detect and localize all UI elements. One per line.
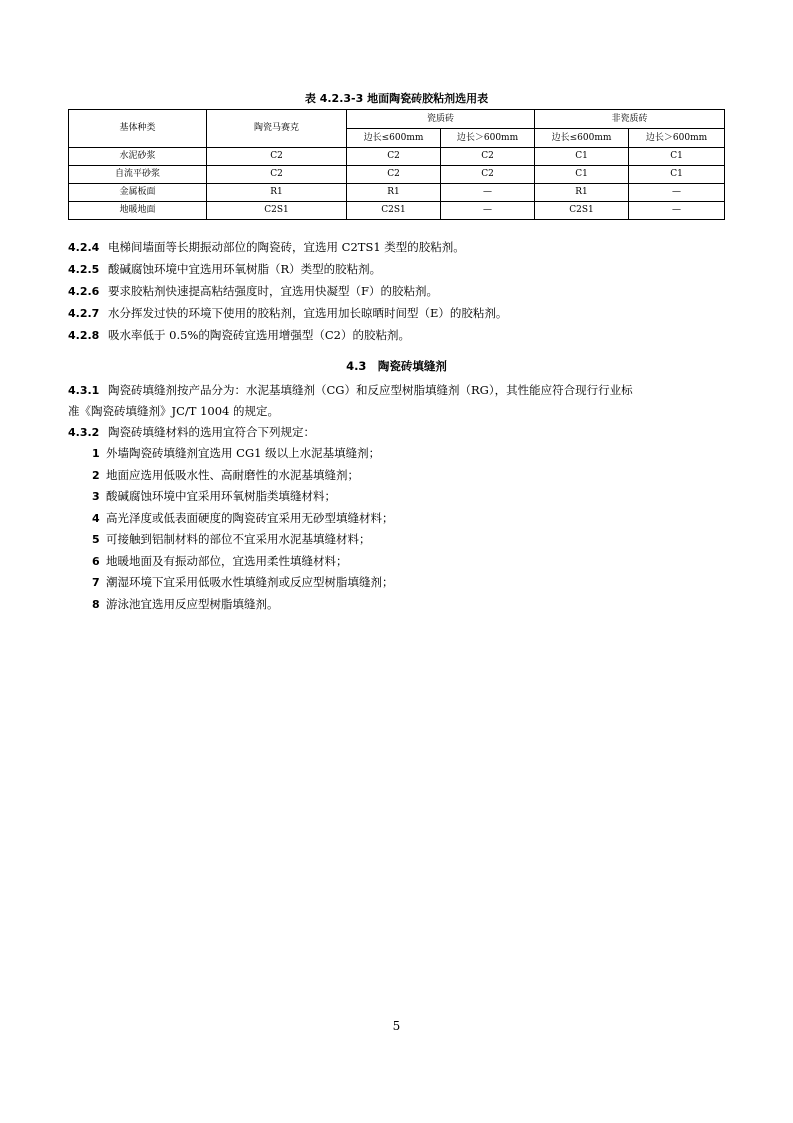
table-cell: 金属板面 [69, 184, 207, 202]
table-cell: C1 [535, 166, 629, 184]
item-number: 5 [92, 533, 100, 546]
header-non-porcelain: 非瓷质砖 [535, 110, 725, 129]
table-cell: C2 [441, 148, 535, 166]
clause-text: 酸碱腐蚀环境中宜选用环氧树脂（R）类型的胶粘剂。 [108, 262, 382, 276]
page-number: 5 [392, 1019, 401, 1033]
requirement-list [68, 443, 724, 615]
list-item [68, 572, 724, 594]
header-sub: 边长≤600mm [535, 129, 629, 148]
clause-number: 4.3.2 [68, 426, 100, 439]
clause [68, 326, 728, 348]
table-cell: 水泥砂浆 [69, 148, 207, 166]
clause [68, 260, 728, 282]
table-row [69, 166, 725, 184]
section-4-3-body [68, 380, 724, 615]
table-cell: C2 [347, 148, 441, 166]
table-cell: C2 [207, 166, 347, 184]
table-title: 表 4.2.3-3 地面陶瓷砖胶粘剂选用表 [304, 92, 489, 105]
item-number: 1 [92, 447, 100, 460]
clause-text: 陶瓷砖填缝材料的选用宜符合下列规定： [108, 425, 315, 439]
table-row [69, 202, 725, 220]
item-text: 地暖地面及有振动部位，宜选用柔性填缝材料； [106, 553, 348, 568]
table-cell: — [441, 184, 535, 202]
clause-text: 水分挥发过快的环境下使用的胶粘剂，宜选用加长晾晒时间型（E）的胶粘剂。 [108, 306, 508, 320]
clause-number: 4.2.7 [68, 307, 100, 320]
clause-4-3-2 [68, 422, 724, 443]
item-text: 潮湿环境下宜采用低吸水性填缝剂或反应型树脂填缝剂； [106, 575, 394, 589]
clause [68, 304, 728, 326]
table-cell: C1 [629, 166, 725, 184]
clause-number: 4.2.6 [68, 285, 100, 298]
clause-text: 要求胶粘剂快速提高粘结强度时，宜选用快凝型（F）的胶粘剂。 [108, 284, 438, 298]
table-cell: C1 [535, 148, 629, 166]
item-text: 外墙陶瓷砖填缝剂宜选用 CG1 级以上水泥基填缝剂； [106, 446, 381, 460]
item-number: 7 [92, 576, 100, 589]
clauses-4-2 [68, 238, 728, 348]
clause [68, 282, 728, 304]
table-cell: — [629, 202, 725, 220]
table-row [69, 184, 725, 202]
table-cell: — [441, 202, 535, 220]
table-cell: C2S1 [207, 202, 347, 220]
item-text: 高光泽度或低表面硬度的陶瓷砖宜采用无砂型填缝材料； [106, 510, 394, 525]
list-item [68, 551, 724, 573]
list-item [68, 529, 724, 551]
list-item [68, 508, 724, 530]
table-cell: R1 [535, 184, 629, 202]
header-porcelain: 瓷质砖 [347, 110, 535, 129]
item-text: 可接触到铝制材料的部位不宜采用水泥基填缝材料； [106, 532, 371, 546]
table-row [69, 148, 725, 166]
list-item [68, 594, 724, 616]
clause-4-3-1 [68, 380, 724, 422]
table-cell: — [629, 184, 725, 202]
clause-number: 4.2.8 [68, 329, 100, 342]
item-text: 地面应选用低吸水性、高耐磨性的水泥基填缝剂； [106, 467, 359, 482]
list-item [68, 486, 724, 508]
header-base-type: 基体种类 [69, 110, 207, 148]
adhesive-selection-table [68, 109, 725, 220]
item-text: 酸碱腐蚀环境中宜采用环氧树脂类填缝材料； [106, 489, 336, 503]
header-mosaic: 陶瓷马赛克 [207, 110, 347, 148]
list-item [68, 465, 724, 487]
item-text: 游泳池宜选用反应型树脂填缝剂。 [106, 596, 279, 611]
clause [68, 238, 728, 260]
table-cell: R1 [207, 184, 347, 202]
item-number: 8 [92, 597, 100, 611]
header-sub: 边长＞600mm [629, 129, 725, 148]
clause-text: 吸水率低于 0.5%的陶瓷砖宜选用增强型（C2）的胶粘剂。 [108, 328, 410, 342]
table-cell: C2S1 [535, 202, 629, 220]
item-number: 6 [92, 554, 100, 568]
header-sub: 边长＞600mm [441, 129, 535, 148]
table-cell: R1 [347, 184, 441, 202]
table-cell: 地暖地面 [69, 202, 207, 220]
clause-text: 电梯间墙面等长期振动部位的陶瓷砖，宜选用 C2TS1 类型的胶粘剂。 [108, 240, 465, 254]
table-cell: 自流平砂浆 [69, 166, 207, 184]
table-cell: C2 [347, 166, 441, 184]
section-heading: 4.3 陶瓷砖填缝剂 [346, 359, 447, 373]
item-number: 4 [92, 511, 100, 525]
list-item [68, 443, 724, 465]
clause-number: 4.3.1 [68, 384, 100, 397]
clause-number: 4.2.5 [68, 263, 100, 276]
table-cell: C2 [441, 166, 535, 184]
clause-text: 陶瓷砖填缝剂按产品分为：水泥基填缝剂（CG）和反应型树脂填缝剂（RG），其性能应符合现行行业标 [108, 383, 633, 397]
item-number: 2 [92, 468, 100, 482]
table-cell: C1 [629, 148, 725, 166]
table-cell: C2S1 [347, 202, 441, 220]
item-number: 3 [92, 490, 100, 503]
clause-text-continued: 准《陶瓷砖填缝剂》JC/T 1004 的规定。 [68, 404, 280, 418]
header-sub: 边长≤600mm [347, 129, 441, 148]
table-cell: C2 [207, 148, 347, 166]
clause-number: 4.2.4 [68, 241, 100, 254]
